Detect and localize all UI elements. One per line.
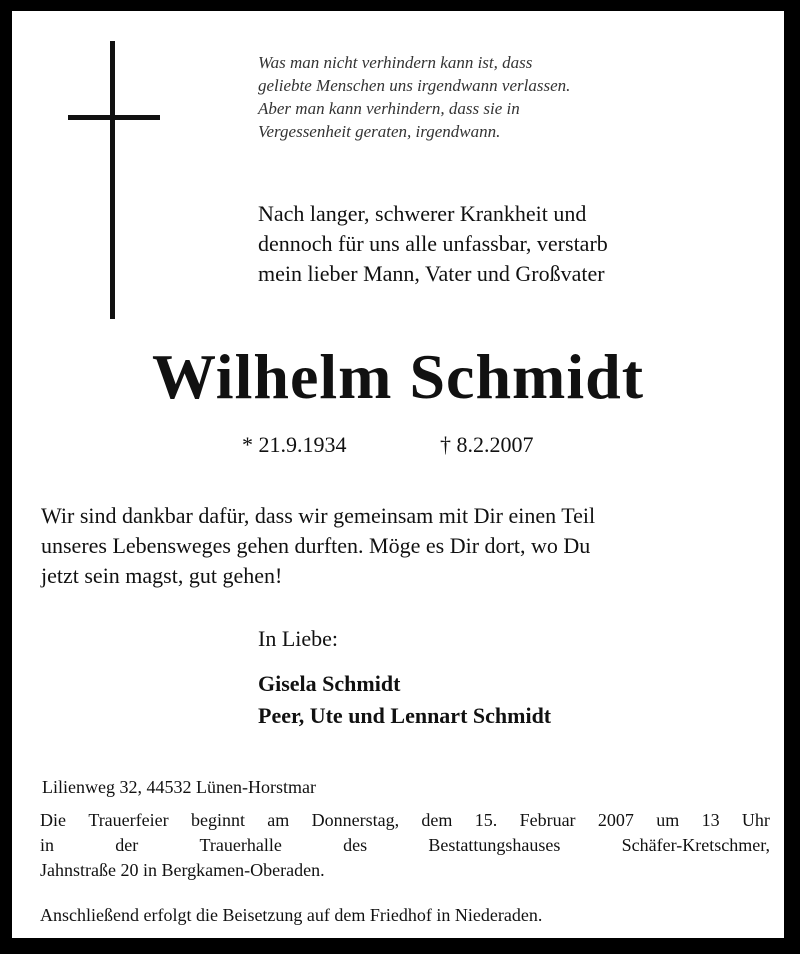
signoff-label: In Liebe: — [258, 626, 339, 651]
obituary-card — [12, 11, 784, 938]
deceased-name: Wilhelm Schmidt — [151, 341, 645, 412]
mourner-name: Gisela Schmidt — [258, 671, 401, 696]
funeral-service-info — [40, 808, 770, 883]
cross-icon-bar — [68, 115, 160, 120]
intro-line: dennoch für uns alle unfassbar, verstarb — [258, 231, 608, 256]
thanks-line: Wir sind dankbar dafür, dass wir gemeinsam mit Dir einen Teil — [41, 503, 596, 528]
quote-line: geliebte Menschen uns irgendwann verlassen. — [258, 76, 571, 95]
intro-line: Nach langer, schwerer Krankheit und — [258, 201, 587, 226]
ceremony-line: in der Trauerhalle des Bestattungshauses Schäfer-Kretschmer, — [40, 835, 770, 855]
thanks-line: unseres Lebensweges gehen durften. Möge es Dir dort, wo Du — [41, 533, 591, 558]
thanks-line: jetzt sein magst, gut gehen! — [41, 563, 283, 588]
quote-line: Aber man kann verhindern, dass sie in — [258, 99, 520, 118]
mourners-list — [258, 668, 551, 732]
intro-line: mein lieber Mann, Vater und Großvater — [258, 261, 605, 286]
ceremony-line: Jahnstraße 20 in Bergkamen-Oberaden. — [40, 860, 325, 880]
memorial-quote — [258, 51, 570, 143]
ceremony-line: Die Trauerfeier beginnt am Donnerstag, dem 15. Februar 2007 um 13 Uhr — [40, 810, 770, 830]
death-date: † 8.2.2007 — [440, 432, 534, 457]
quote-line: Vergessenheit geraten, irgendwann. — [258, 122, 501, 141]
family-address: Lilienweg 32, 44532 Lünen-Horstmar — [42, 777, 316, 797]
birth-date: * 21.9.1934 — [242, 432, 347, 457]
thanks-paragraph — [41, 501, 595, 591]
quote-line: Was man nicht verhindern kann ist, dass — [258, 53, 533, 72]
burial-info: Anschließend erfolgt die Beisetzung auf dem Friedhof in Niederaden. — [40, 905, 543, 925]
announcement-intro — [258, 199, 608, 289]
mourner-name: Peer, Ute und Lennart Schmidt — [258, 703, 552, 728]
cross-icon — [110, 41, 115, 319]
